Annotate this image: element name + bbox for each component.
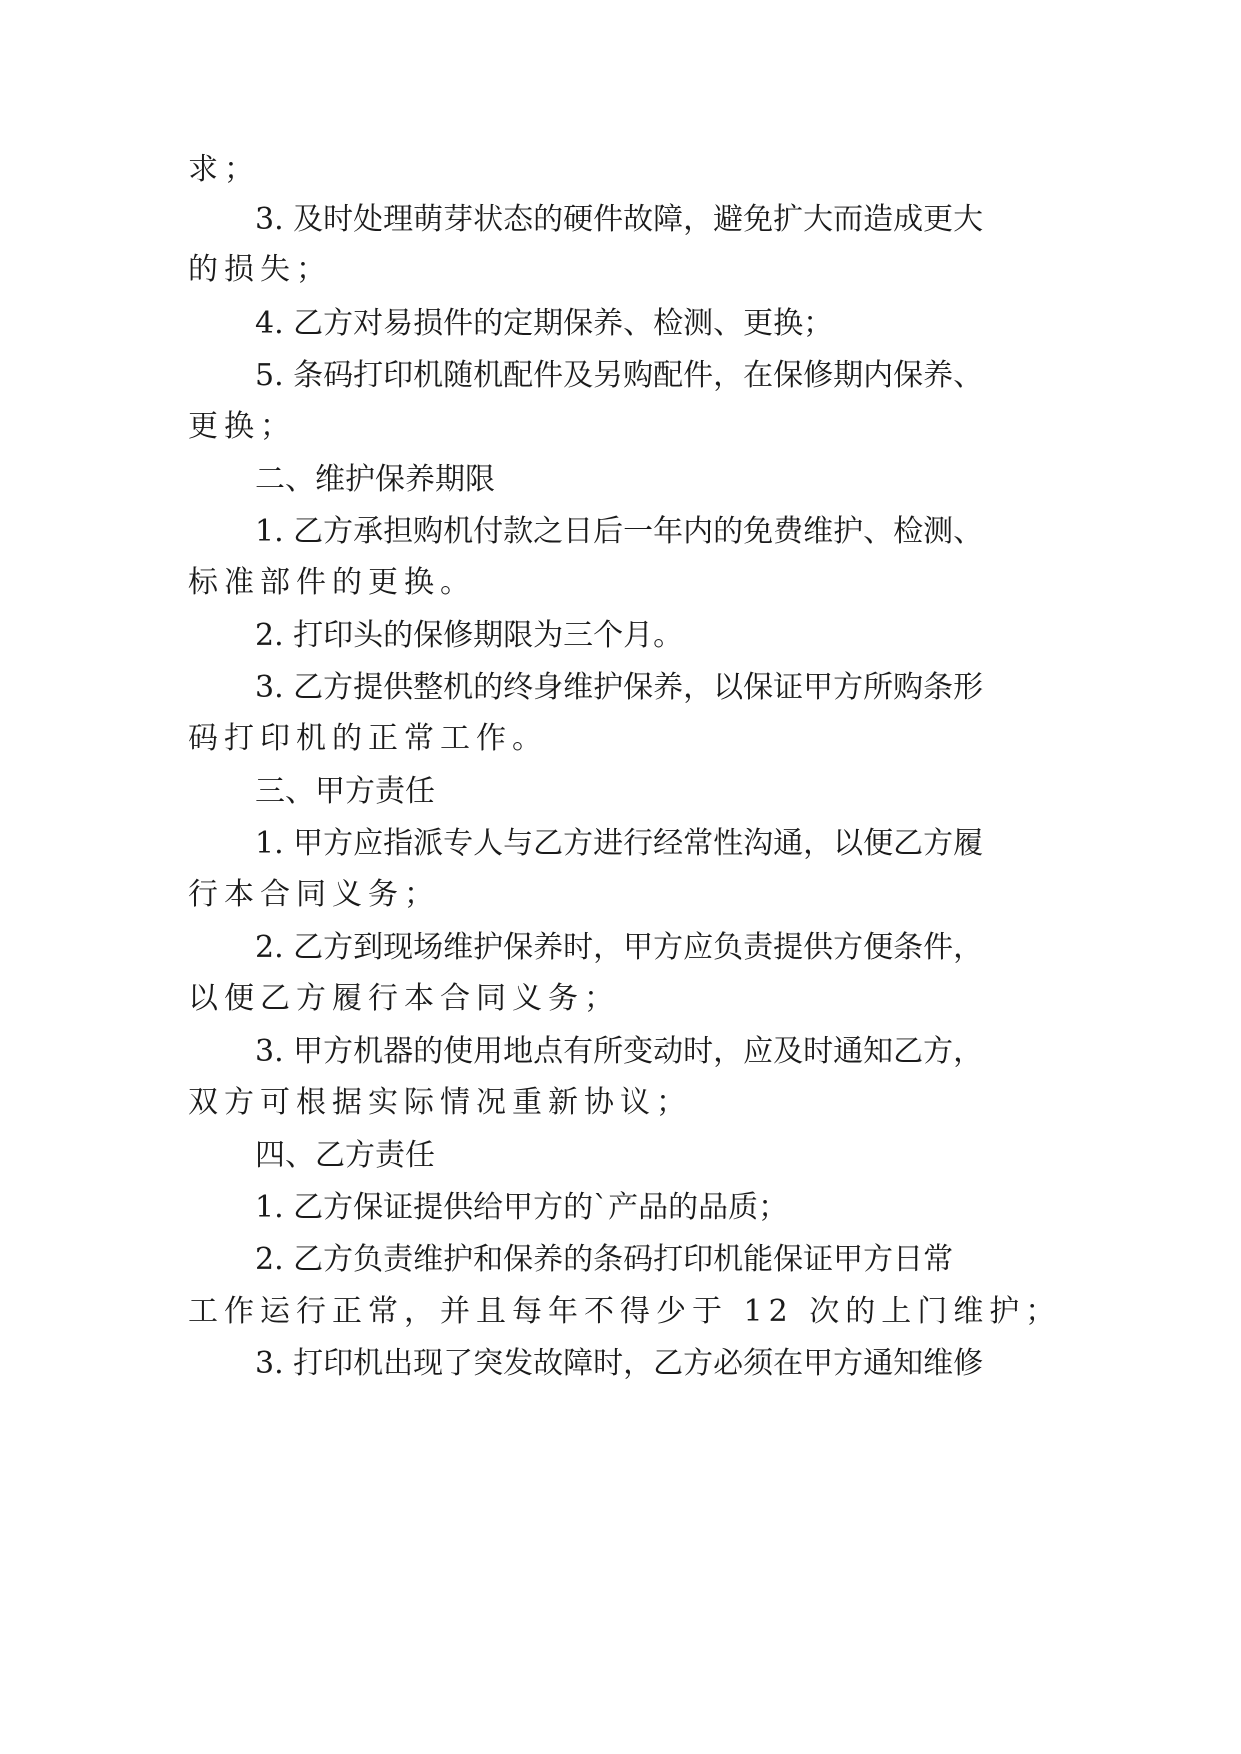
text-line: 1. 乙方承担购机付款之日后一年内的免费维护、检测、 xyxy=(255,514,984,549)
text-line: 3. 打印机出现了突发故障时，乙方必须在甲方通知维修 xyxy=(255,1346,984,1381)
text-line: 码打印机的正常工作。 xyxy=(188,721,548,756)
text-line: 2. 乙方到现场维护保养时，甲方应负责提供方便条件， xyxy=(255,930,984,965)
text-line: 2. 打印头的保修期限为三个月。 xyxy=(255,618,684,653)
text-line: 以便乙方履行本合同义务； xyxy=(188,981,620,1016)
section-heading: 二、维护保养期限 xyxy=(255,462,495,497)
text-line: 工作运行正常，并且每年不得少于 12 次的上门维护； xyxy=(188,1294,1062,1329)
text-line: 3. 及时处理萌芽状态的硬件故障，避免扩大而造成更大 xyxy=(255,202,984,237)
text-line: 3. 甲方机器的使用地点有所变动时，应及时通知乙方， xyxy=(255,1034,984,1069)
text-line: 行本合同义务； xyxy=(188,877,440,912)
section-heading: 三、甲方责任 xyxy=(255,774,435,809)
text-line: 标准部件的更换。 xyxy=(188,565,476,600)
text-line: 5. 条码打印机随机配件及另购配件，在保修期内保养、 xyxy=(255,358,984,393)
text-line: 更换； xyxy=(188,409,296,444)
text-line: 1. 甲方应指派专人与乙方进行经常性沟通，以便乙方履 xyxy=(255,826,984,861)
text-line: 1. 乙方保证提供给甲方的`产品的品质； xyxy=(255,1190,789,1225)
text-line: 3. 乙方提供整机的终身维护保养，以保证甲方所购条形 xyxy=(255,670,984,705)
text-line: 求； xyxy=(188,152,260,187)
text-line: 双方可根据实际情况重新协议； xyxy=(188,1085,692,1120)
text-line: 4. 乙方对易损件的定期保养、检测、更换； xyxy=(255,306,834,341)
text-line: 2. 乙方负责维护和保养的条码打印机能保证甲方日常 xyxy=(255,1242,954,1277)
section-heading: 四、乙方责任 xyxy=(255,1138,435,1173)
text-line: 的损失； xyxy=(188,252,332,287)
